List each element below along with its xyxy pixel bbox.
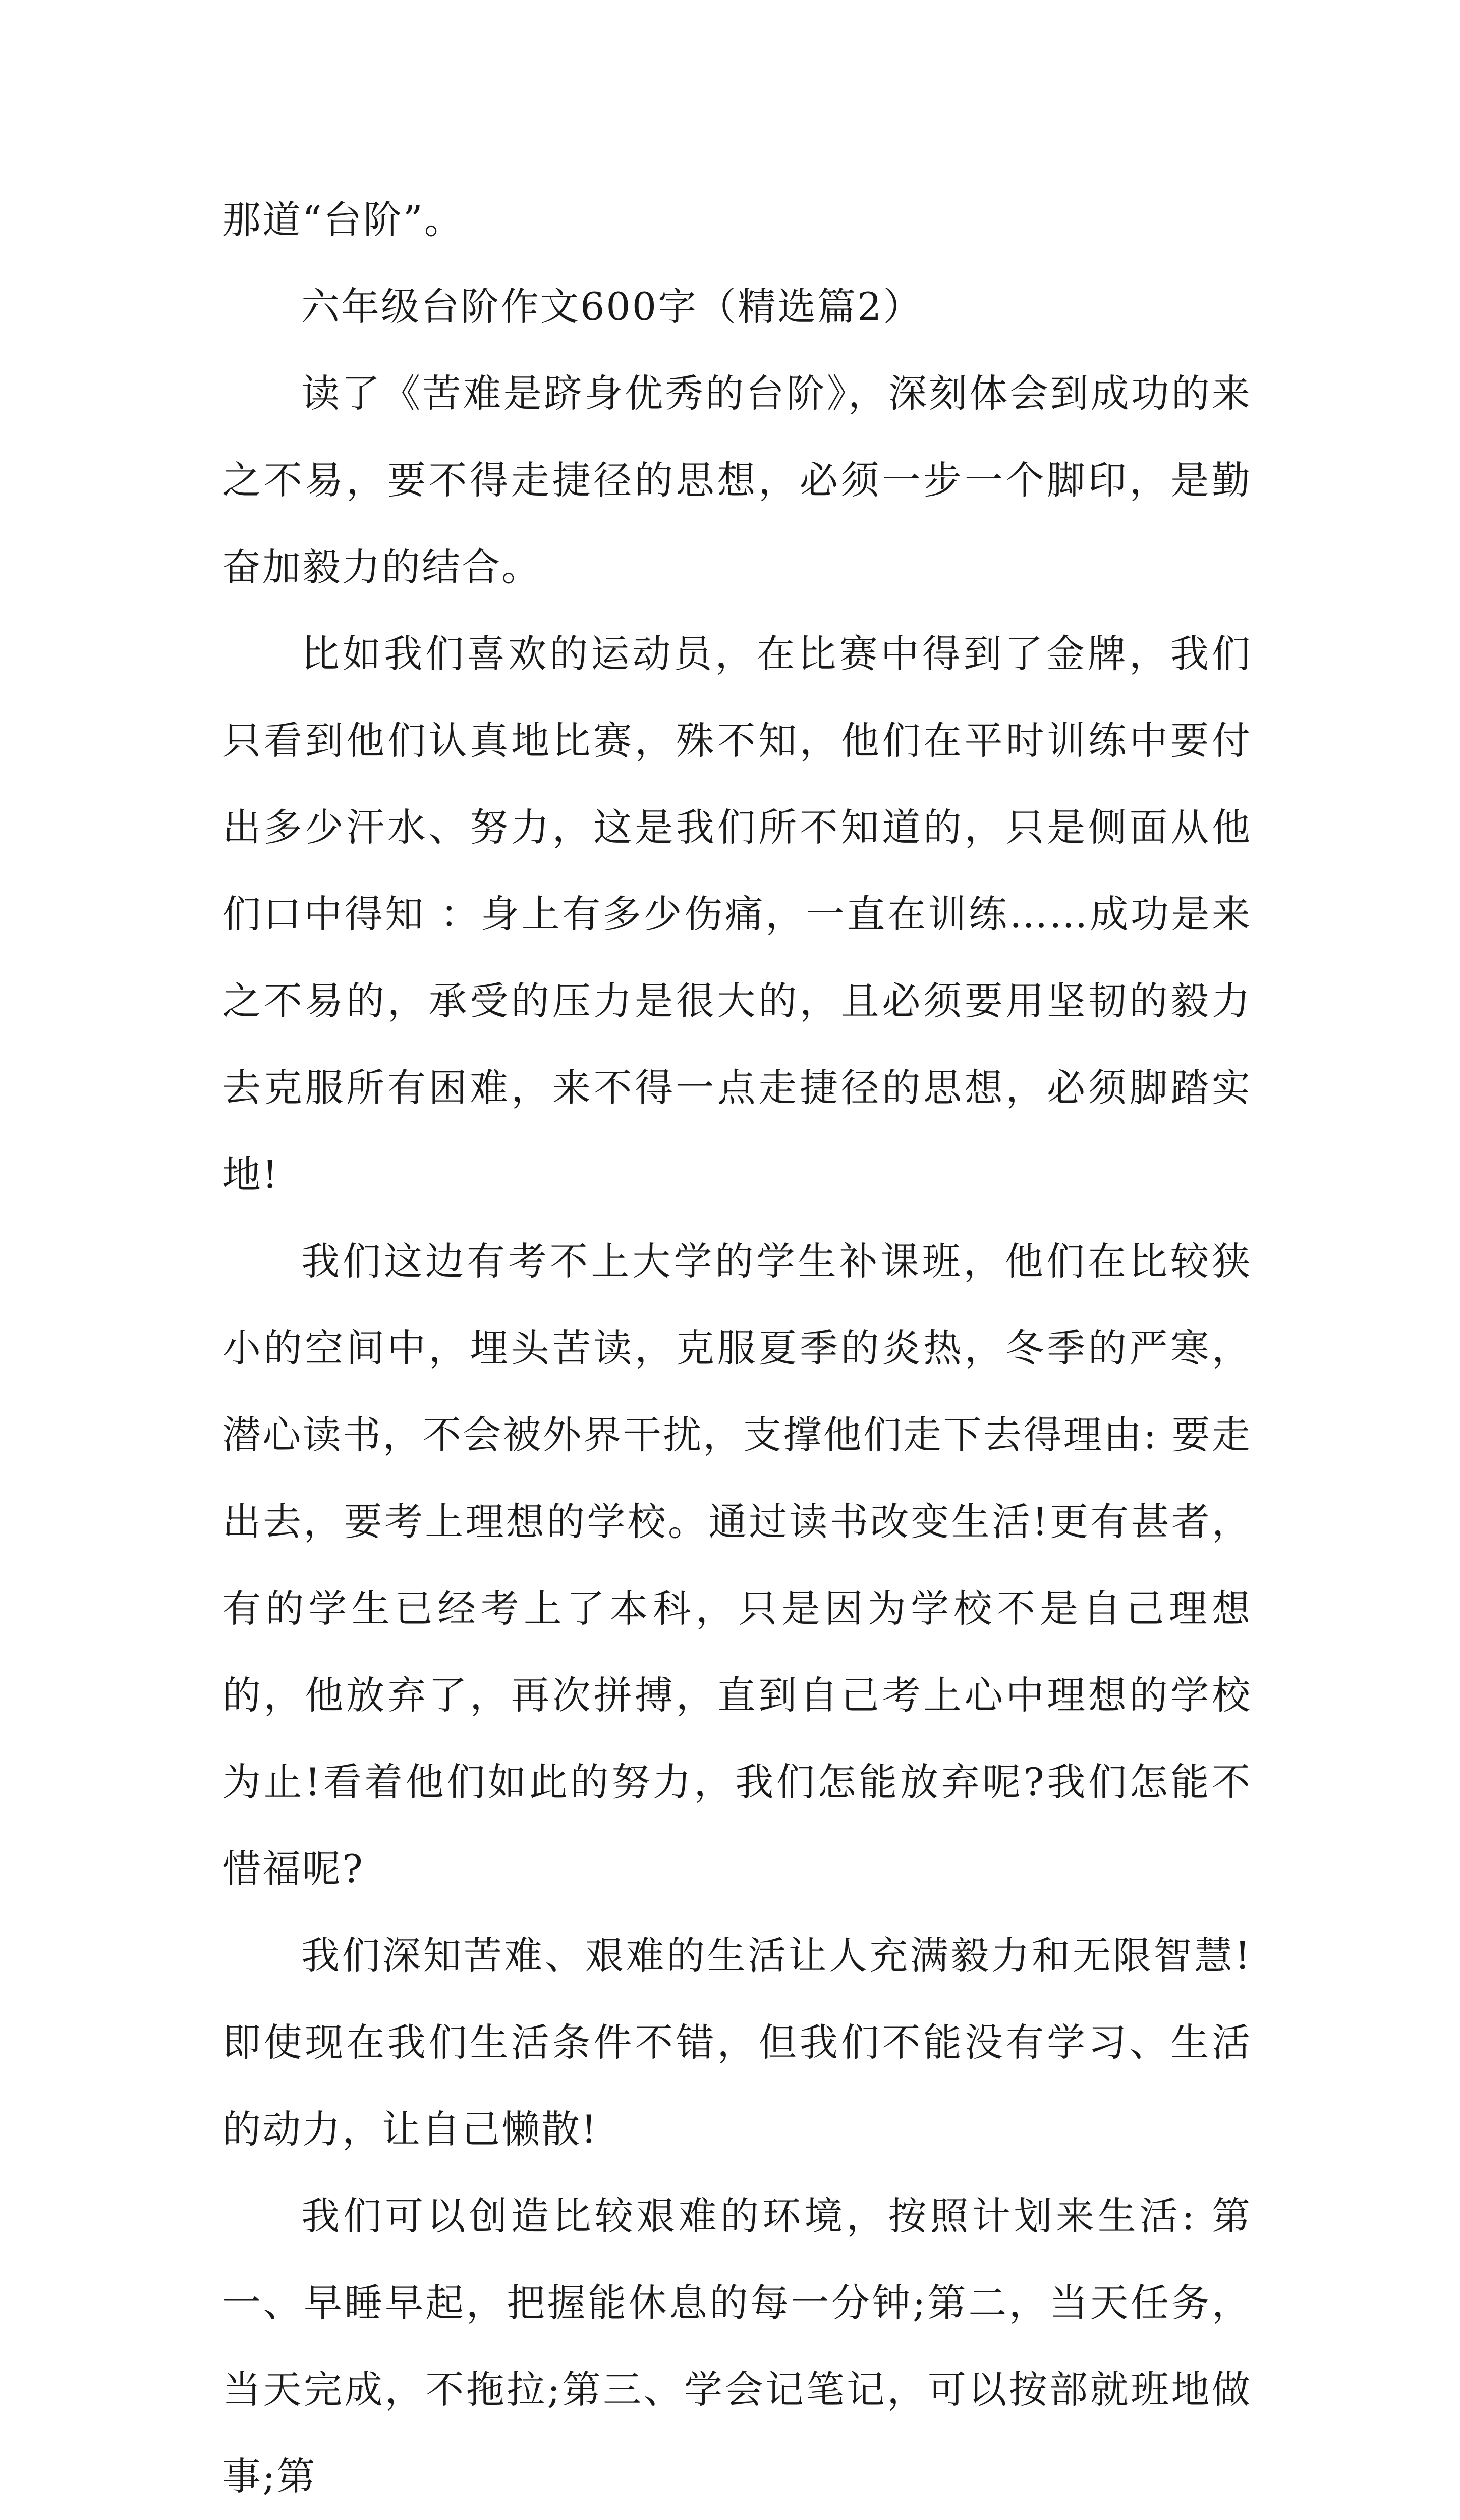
paragraph: 读了《苦难是跻身优秀的台阶》，深刻体会到成功的来之不易，要不得走捷径的思想，必须一步一个脚印，是勤奋加毅力的结合。 — [222, 371, 1252, 589]
paragraph: 我们深知苦难、艰难的生活让人充满毅力和无限智慧!即使现在我们生活条件不错，但我们不能没有学习、生活的动力，让自己懒散! — [222, 1933, 1252, 2152]
paragraph: 我们可以创造比较艰难的环境，按照计划来生活: 第一、早睡早起，把握能休息的每一分钟;第二，当天任务，当天完成，不拖拉;第三、学会记笔记，可以按部就班地做事;第 — [222, 2194, 1252, 2499]
paragraph: 比如我们喜欢的运动员，在比赛中得到了金牌，我们只看到他们认真地比赛，殊不知，他们在平时训练中要付出多少汗水、努力，这是我们所不知道的，只是侧面从他们口中得知 ：身上有多少伤痛，一直在训练……成功是来之不易的，承受的压力是很大的，且必须要用坚韧的毅力去克服所有困难，来不得一点走捷径的思想，必须脚踏实地! — [222, 631, 1252, 1197]
paragraph-continuation: 那道“台阶”。 — [222, 197, 464, 242]
section-title: 六年级台阶作文600字（精选篇2） — [301, 284, 923, 329]
paragraph: 我们这边有考不上大学的学生补课班，他们在比较狭小的空间中，埋头苦读，克服夏季的炎热，冬季的严寒，潜心读书，不会被外界干扰，支撑他们走下去得理由: 要走出去，要考上理想的学校。通过读书改变生活!更有甚者，有的学生已经考上了本科，只是因为学校不是自己理想的，他放弃了，再次拼搏，直到自己考上心中理想的学校为止!看着他们如此的努力，我们怎能放弃呢?我们怎能不惜福呢? — [222, 1239, 1252, 1891]
document-body — [222, 177, 1252, 2520]
